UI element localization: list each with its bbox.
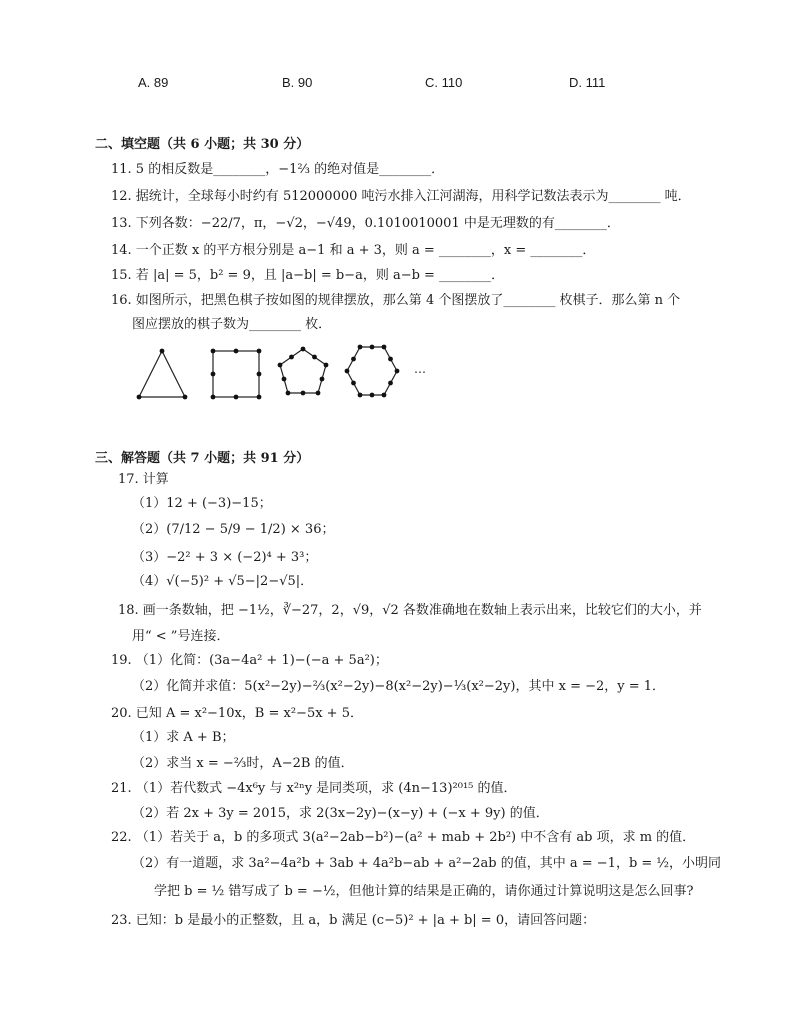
question-12: 12. 据统计，全球每小时约有 512000000 吨污水排入江河湖海，用科学记数法表示为________ 吨．: [111, 189, 691, 204]
question-16-line-1: 16. 如图所示，把黑色棋子按如图的规律摆放，那么第 4 个图摆放了________ 枚棋子．那么第 n 个: [111, 293, 681, 308]
question-11: 11. 5 的相反数是________，−1⅔ 的绝对值是________．: [111, 162, 445, 177]
choice-a: A. 89: [138, 75, 169, 90]
square-dots: [211, 349, 262, 400]
question-17-part-4: （4）√(−5)² + √5−|2−√5|．: [132, 574, 314, 589]
question-15: 15. 若 |a| = 5，b² = 9，且 |a−b| = b−a，则 a−b = ________．: [111, 268, 505, 283]
question-17-part-1: （1）12 + (−3)−15；: [132, 496, 272, 511]
question-18-line-2: 用“ < ”号连接．: [132, 629, 230, 644]
question-23: 23. 已知：b 是最小的正整数，且 a，b 满足 (c−5)² + |a + b| = 0，请回答问题：: [111, 913, 596, 928]
triangle-figure: [139, 351, 185, 397]
question-20-part-1: （1）求 A + B；: [132, 730, 235, 745]
figures-ellipsis: …: [414, 362, 426, 376]
question-17-part-3: （3）−2² + 3 × (−2)⁴ + 3³；: [132, 550, 318, 565]
square-figure: [213, 351, 259, 397]
question-21-part-1: 21. （1）若代数式 −4x⁶y 与 x²ⁿy 是同类项，求 (4n−13)²⁰¹⁵ 的值．: [111, 781, 517, 796]
choice-b: B. 90: [282, 75, 313, 90]
question-17: 17. 计算: [118, 472, 169, 487]
hexagon-figure: [347, 347, 397, 395]
hexagon-dots: [345, 345, 400, 398]
pentagon-dots: [278, 347, 329, 396]
question-13: 13. 下列各数：−22/7，π，−√2，−√49，0.1010010001 中是无理数的有________．: [111, 216, 620, 231]
pentagon-figure: [280, 349, 326, 393]
question-14: 14. 一个正数 x 的平方根分别是 a−1 和 a + 3，则 a = ________，x = ________．: [111, 243, 596, 258]
question-18-line-1: 18. 画一条数轴，把 −1½，∛−27，2，√9，√2 各数准确地在数轴上表示出来，比较它们的大小，并: [118, 603, 702, 618]
choice-d: D. 111: [569, 75, 606, 90]
question-21-part-2: （2）若 2x + 3y = 2015，求 2(3x−2y)−(x−y) + (−x + 9y) 的值．: [132, 806, 549, 821]
question-22-part-2-line-1: （2）有一道题，求 3a²−4a²b + 3ab + 4a²b−ab + a²−2ab 的值，其中 a = −1，b = ½，小明同: [132, 856, 722, 871]
chess-pattern-figures: [135, 343, 415, 407]
question-20-part-2: （2）求当 x = −⅔时，A−2B 的值．: [132, 756, 354, 771]
question-16-line-2: 图应摆放的棋子数为________ 枚．: [132, 317, 332, 332]
question-20: 20. 已知 A = x²−10x，B = x²−5x + 5．: [111, 706, 363, 721]
question-22-part-2-line-2: 学把 b = ½ 错写成了 b = −½，但他计算的结果是正确的，请你通过计算说明这是怎么回事?: [154, 884, 694, 899]
triangle-dots: [137, 349, 188, 400]
choice-c: C. 110: [425, 75, 463, 90]
question-19-part-2: （2）化简并求值：5(x²−2y)−⅔(x²−2y)−8(x²−2y)−⅓(x²−2y)，其中 x = −2，y = 1．: [132, 679, 666, 694]
question-22-part-1: 22. （1）若关于 a，b 的多项式 3(a²−2ab−b²)−(a² + mab + 2b²) 中不含有 ab 项，求 m 的值．: [111, 830, 696, 845]
question-17-part-2: （2）(7/12 − 5/9 − 1/2) × 36；: [132, 522, 335, 537]
question-19-part-1: 19. （1）化简：(3a−4a² + 1)−(−a + 5a²)；: [111, 653, 388, 668]
section-2-title: 二、填空题（共 6 小题；共 30 分）: [95, 137, 310, 152]
chess-pattern-svg: [135, 343, 415, 403]
section-3-title: 三、解答题（共 7 小题；共 91 分）: [95, 451, 310, 466]
